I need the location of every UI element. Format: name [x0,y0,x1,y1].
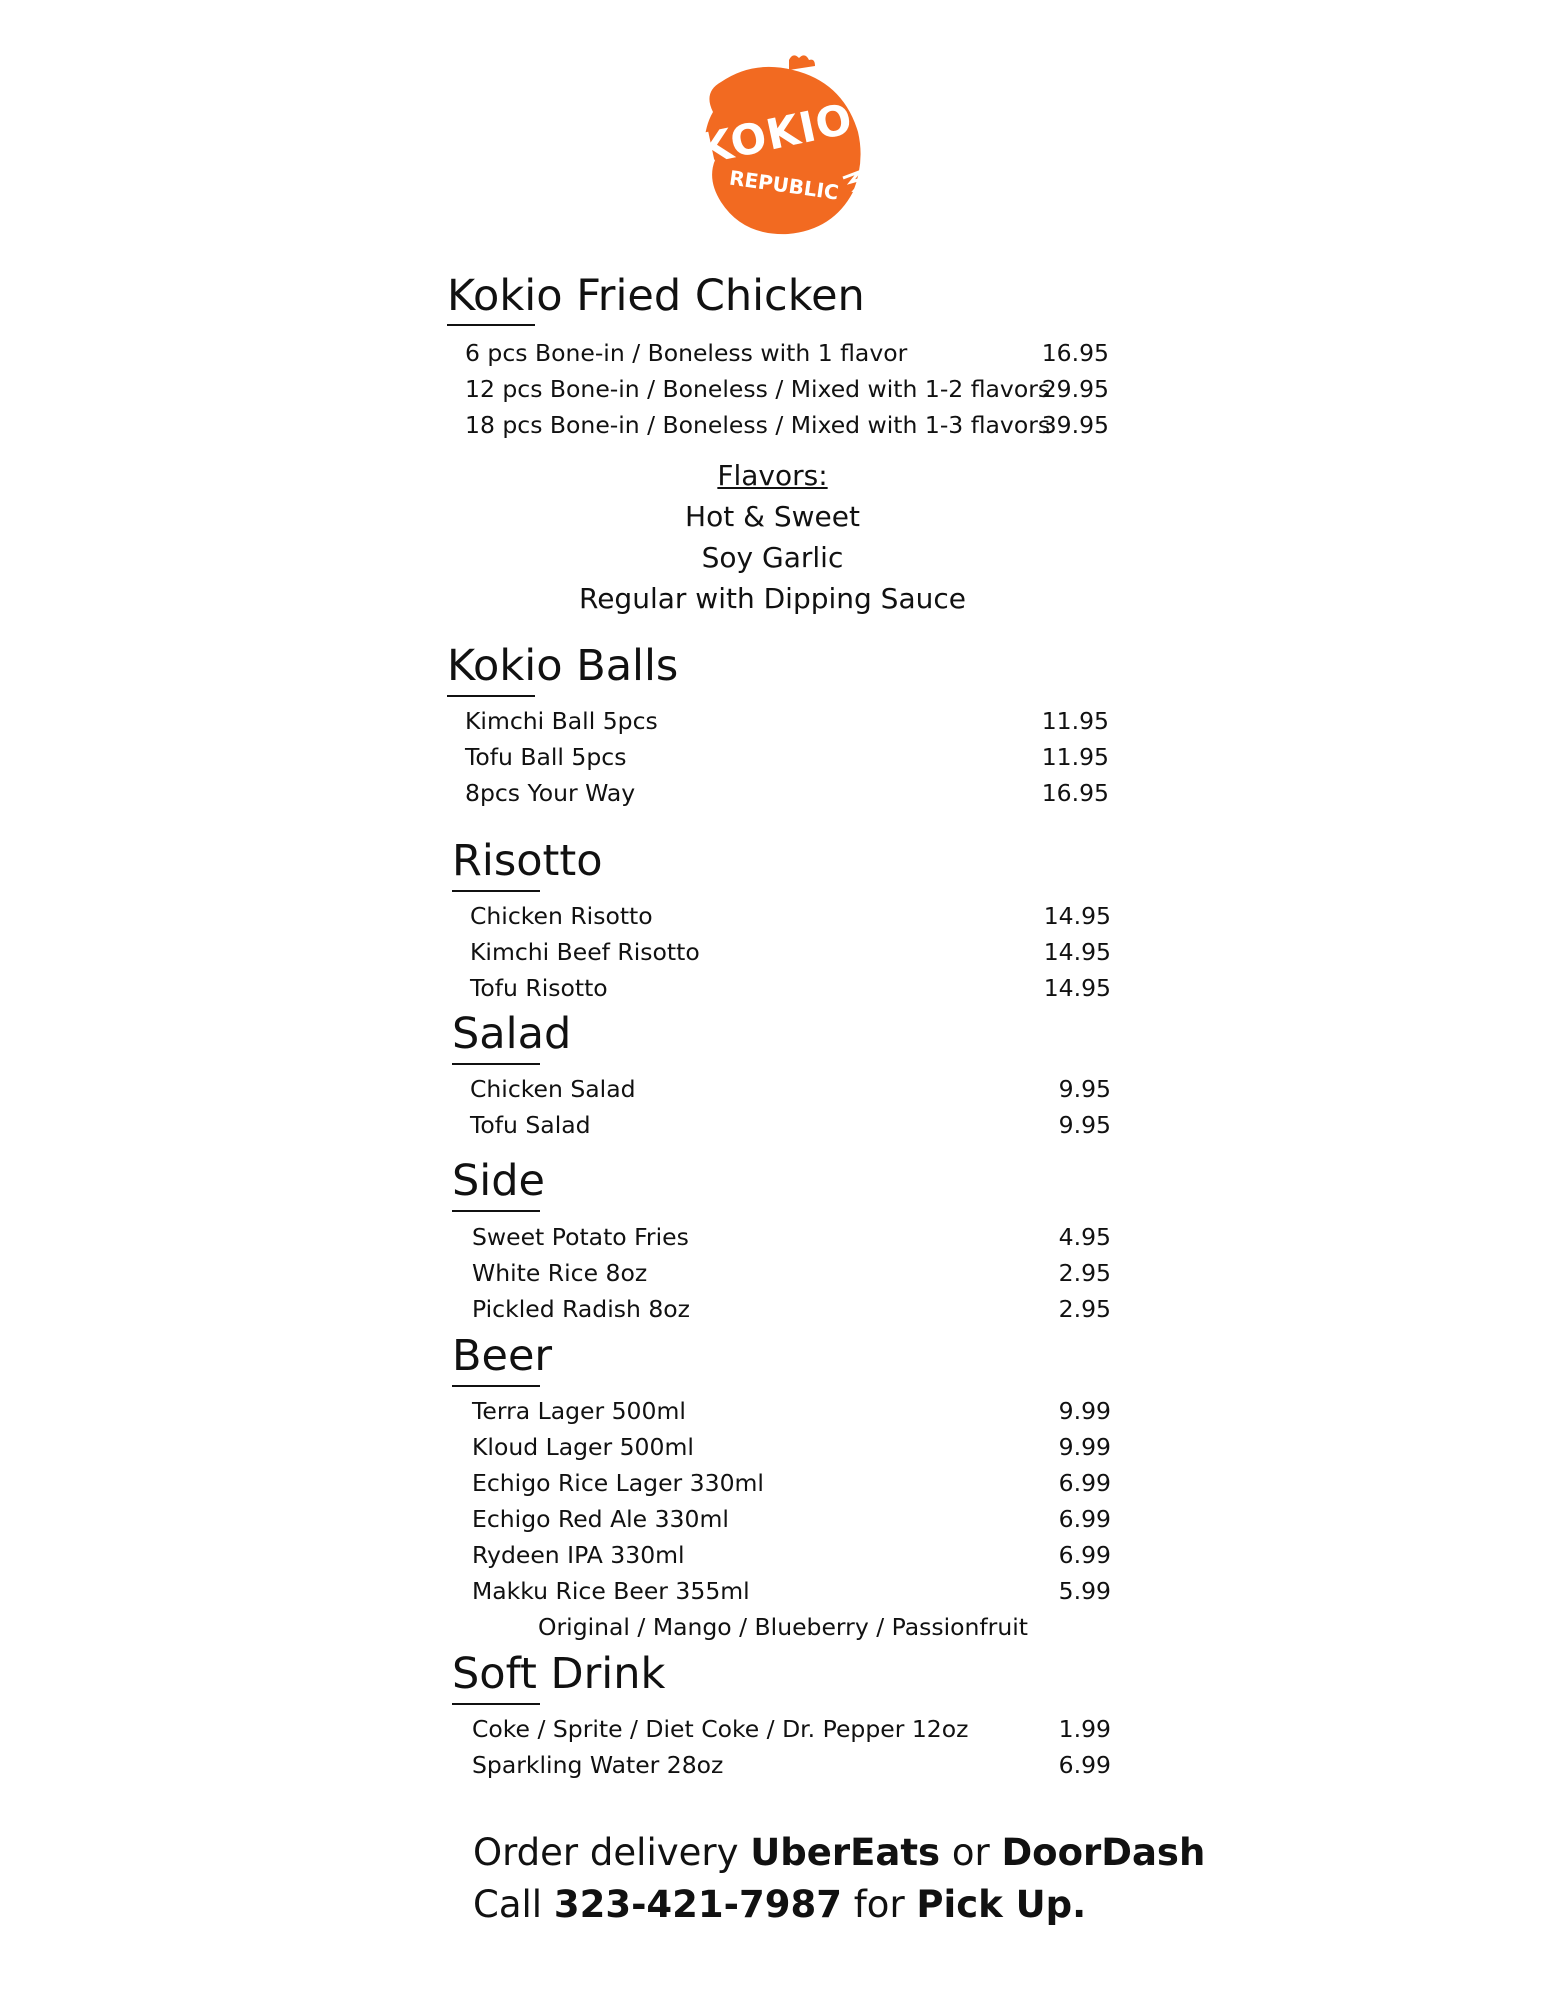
section-title-salad: Salad [452,1009,572,1059]
menu-item-price: 14.95 [1043,902,1111,930]
menu-item-name: Kimchi Beef Risotto [470,938,700,966]
menu-item-price: 29.95 [1041,375,1109,403]
section-divider [452,1210,540,1212]
menu-item-price: 9.95 [1058,1111,1111,1139]
ubereats-label: UberEats [750,1831,941,1874]
menu-item-name: Makku Rice Beer 355ml [472,1577,750,1605]
menu-item-name: Sparkling Water 28oz [472,1751,724,1779]
kokio-republic-logo [693,52,868,242]
menu-item-name: Tofu Ball 5pcs [465,743,627,771]
section-divider [452,1385,540,1387]
menu-item-price: 6.99 [1058,1469,1111,1497]
menu-item-price: 11.95 [1041,743,1109,771]
section-divider [447,695,535,697]
section-title-balls: Kokio Balls [447,641,679,691]
menu-item-price: 14.95 [1043,974,1111,1002]
footer-or: or [940,1831,1002,1874]
section-title-beer: Beer [452,1331,553,1381]
menu-item-name: Kimchi Ball 5pcs [465,707,658,735]
menu-item-price: 39.95 [1041,411,1109,439]
menu-item-name: White Rice 8oz [472,1259,648,1287]
menu-item-name: Sweet Potato Fries [472,1223,689,1251]
menu-item-price: 2.95 [1058,1295,1111,1323]
section-divider [447,324,535,326]
menu-item-name: Pickled Radish 8oz [472,1295,691,1323]
section-title-side: Side [452,1156,545,1206]
menu-item-price: 16.95 [1041,339,1109,367]
menu-item-price: 5.99 [1058,1577,1111,1605]
section-title-fried-chicken: Kokio Fried Chicken [447,271,865,321]
menu-item-name: 12 pcs Bone-in / Boneless / Mixed with 1-2 flavors [465,375,1051,403]
menu-item-price: 14.95 [1043,938,1111,966]
logo-text-top: KOKIO [694,93,858,174]
menu-item-price: 6.99 [1058,1541,1111,1569]
menu-item-name: 8pcs Your Way [465,779,636,807]
footer-delivery-prefix: Order delivery [473,1831,751,1874]
menu-item-price: 11.95 [1041,707,1109,735]
section-divider [452,1703,540,1705]
menu-item-price: 9.99 [1058,1397,1111,1425]
menu-item-price: 9.95 [1058,1075,1111,1103]
menu-item-name: Coke / Sprite / Diet Coke / Dr. Pepper 12oz [472,1715,969,1743]
menu-item-price: 2.95 [1058,1259,1111,1287]
flavor-item: Soy Garlic [701,541,844,574]
menu-item-name: Kloud Lager 500ml [472,1433,694,1461]
flavor-item: Regular with Dipping Sauce [579,582,966,615]
menu-item-name: Terra Lager 500ml [472,1397,686,1425]
menu-item-price: 6.99 [1058,1505,1111,1533]
menu-item-price: 4.95 [1058,1223,1111,1251]
footer-for: for [842,1883,917,1926]
logo-text-bottom: REPUBLIC [727,165,841,205]
menu-item-name: Chicken Salad [470,1075,636,1103]
menu-item-price: 9.99 [1058,1433,1111,1461]
beer-flavor-note: Original / Mango / Blueberry / Passionfruit [538,1613,1028,1641]
menu-item-name: Chicken Risotto [470,902,653,930]
footer-call-prefix: Call [473,1883,554,1926]
menu-item-name: Rydeen IPA 330ml [472,1541,685,1569]
pickup-label: Pick Up. [916,1883,1087,1926]
menu-item-name: 18 pcs Bone-in / Boneless / Mixed with 1-3 flavors [465,411,1051,439]
menu-item-name: Tofu Risotto [470,974,608,1002]
menu-item-price: 16.95 [1041,779,1109,807]
section-title-risotto: Risotto [452,836,603,886]
footer-delivery-line [473,1831,1206,1874]
menu-item-name: Tofu Salad [470,1111,591,1139]
section-divider [452,1063,540,1065]
menu-item-price: 6.99 [1058,1751,1111,1779]
menu-item-name: Echigo Red Ale 330ml [472,1505,729,1533]
footer-pickup-line [473,1883,1087,1926]
flavor-item: Hot & Sweet [685,500,860,533]
menu-item-name: 6 pcs Bone-in / Boneless with 1 flavor [465,339,908,367]
rooster-comb-icon [789,55,815,70]
flavors-heading: Flavors: [717,459,828,492]
section-title-soft-drink: Soft Drink [452,1649,666,1699]
doordash-label: DoorDash [1001,1831,1206,1874]
section-divider [452,890,540,892]
menu-item-name: Echigo Rice Lager 330ml [472,1469,764,1497]
phone-number: 323-421-7987 [553,1883,843,1926]
menu-item-price: 1.99 [1058,1715,1111,1743]
